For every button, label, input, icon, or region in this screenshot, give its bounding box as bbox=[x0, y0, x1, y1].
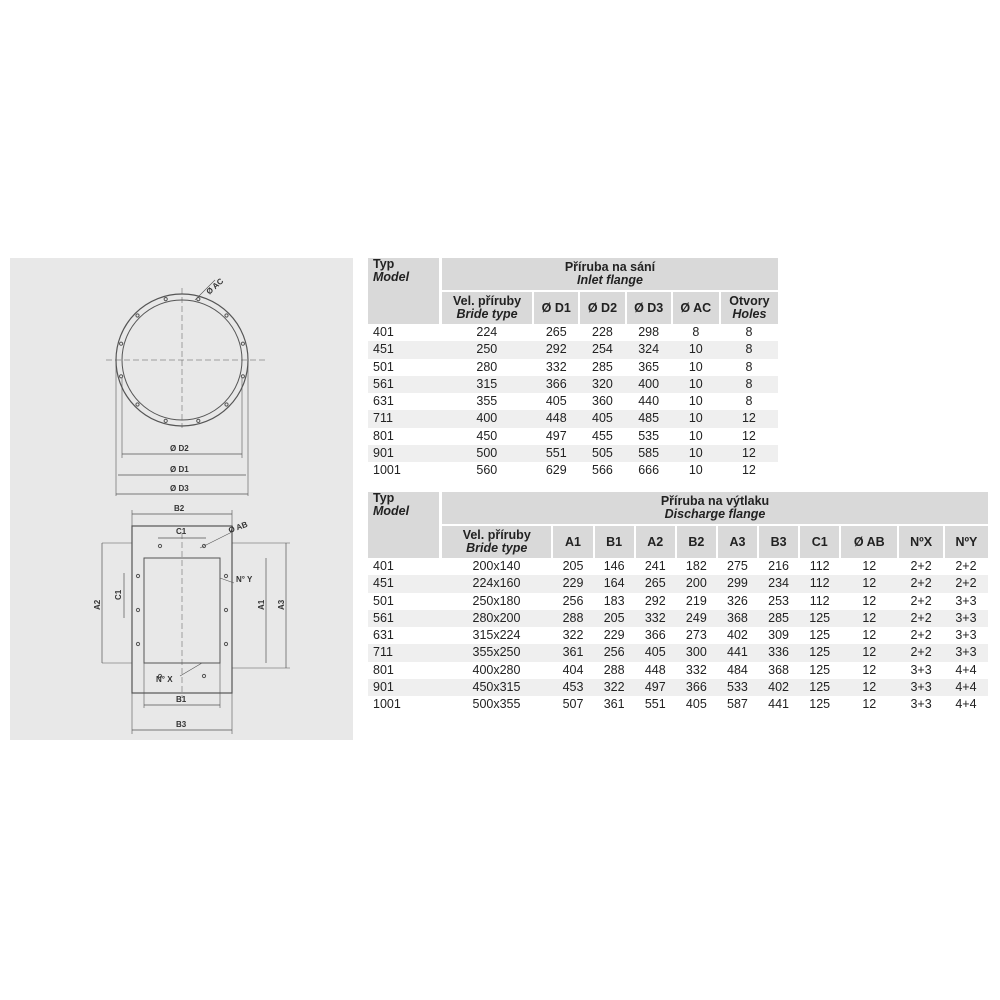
label-d3: Ø D3 bbox=[170, 484, 189, 493]
discharge-col-header: A1 bbox=[552, 525, 593, 558]
discharge-value-cell: 3+3 bbox=[944, 610, 988, 627]
inlet-value-cell: 10 bbox=[672, 359, 720, 376]
discharge-value-cell: 12 bbox=[840, 696, 898, 713]
bolt-hole bbox=[225, 314, 228, 317]
label-ny: N° Y bbox=[236, 575, 253, 584]
discharge-value-cell: 2+2 bbox=[898, 558, 944, 575]
bolt-hole bbox=[241, 375, 244, 378]
discharge-value-cell: 205 bbox=[594, 610, 635, 627]
inlet-table-row bbox=[368, 445, 778, 462]
label-b3: B3 bbox=[176, 720, 187, 729]
discharge-subheader-row bbox=[368, 525, 988, 558]
discharge-value-cell: 361 bbox=[594, 696, 635, 713]
inlet-bride-header bbox=[441, 291, 534, 324]
discharge-model-cell: 901 bbox=[368, 679, 441, 696]
label-a2: A2 bbox=[93, 599, 102, 610]
inlet-table-body bbox=[368, 324, 778, 480]
inlet-model-cell: 401 bbox=[368, 324, 441, 341]
discharge-value-cell: 285 bbox=[758, 610, 799, 627]
discharge-table-row bbox=[368, 575, 988, 592]
inlet-value-cell: 12 bbox=[720, 428, 778, 445]
discharge-value-cell: 288 bbox=[552, 610, 593, 627]
bolt-hole bbox=[136, 574, 139, 577]
discharge-model-cell: 711 bbox=[368, 644, 441, 661]
inlet-value-cell: 400 bbox=[626, 376, 672, 393]
discharge-value-cell: 315x224 bbox=[441, 627, 553, 644]
inlet-model-header bbox=[368, 258, 441, 324]
label-d2: Ø D2 bbox=[170, 444, 189, 453]
inlet-col-header: Ø AC bbox=[672, 291, 720, 324]
label-c1-left: C1 bbox=[114, 589, 123, 600]
discharge-model-cell: 631 bbox=[368, 627, 441, 644]
discharge-value-cell: 12 bbox=[840, 610, 898, 627]
inlet-value-cell: 8 bbox=[720, 324, 778, 341]
flange-drawing-panel bbox=[10, 258, 353, 740]
inlet-model-cell: 801 bbox=[368, 428, 441, 445]
discharge-value-cell: 2+2 bbox=[944, 575, 988, 592]
inlet-value-cell: 366 bbox=[533, 376, 579, 393]
discharge-value-cell: 112 bbox=[799, 558, 840, 575]
inlet-holes-header bbox=[720, 291, 778, 324]
inlet-value-cell: 405 bbox=[579, 410, 625, 427]
bolt-hole bbox=[136, 642, 139, 645]
discharge-value-cell: 507 bbox=[552, 696, 593, 713]
inlet-header-row bbox=[368, 258, 778, 291]
discharge-value-cell: 125 bbox=[799, 627, 840, 644]
label-d1: Ø D1 bbox=[170, 465, 189, 474]
inlet-value-cell: 500 bbox=[441, 445, 534, 462]
discharge-header-row bbox=[368, 492, 988, 525]
discharge-value-cell: 183 bbox=[594, 593, 635, 610]
discharge-value-cell: 112 bbox=[799, 593, 840, 610]
label-b2: B2 bbox=[174, 504, 185, 513]
discharge-value-cell: 322 bbox=[552, 627, 593, 644]
discharge-value-cell: 229 bbox=[552, 575, 593, 592]
inlet-value-cell: 10 bbox=[672, 462, 720, 479]
discharge-col-header: NºX bbox=[898, 525, 944, 558]
discharge-value-cell: 182 bbox=[676, 558, 717, 575]
discharge-value-cell: 587 bbox=[717, 696, 758, 713]
discharge-table-row bbox=[368, 558, 988, 575]
discharge-value-cell: 368 bbox=[717, 610, 758, 627]
inlet-value-cell: 360 bbox=[579, 393, 625, 410]
discharge-value-cell: 200x140 bbox=[441, 558, 553, 575]
discharge-model-cell: 401 bbox=[368, 558, 441, 575]
discharge-value-cell: 2+2 bbox=[898, 610, 944, 627]
discharge-value-cell: 402 bbox=[717, 627, 758, 644]
discharge-value-cell: 361 bbox=[552, 644, 593, 661]
inlet-value-cell: 10 bbox=[672, 445, 720, 462]
inlet-value-cell: 265 bbox=[533, 324, 579, 341]
discharge-value-cell: 336 bbox=[758, 644, 799, 661]
inlet-model-cell: 901 bbox=[368, 445, 441, 462]
discharge-value-cell: 326 bbox=[717, 593, 758, 610]
inlet-table-row bbox=[368, 393, 778, 410]
inlet-model-cell: 561 bbox=[368, 376, 441, 393]
inlet-value-cell: 505 bbox=[579, 445, 625, 462]
discharge-value-cell: 12 bbox=[840, 593, 898, 610]
discharge-value-cell: 3+3 bbox=[944, 644, 988, 661]
discharge-value-cell: 500x355 bbox=[441, 696, 553, 713]
discharge-value-cell: 280x200 bbox=[441, 610, 553, 627]
inlet-group-header-cz: Příruba na sání bbox=[564, 260, 656, 274]
discharge-value-cell: 4+4 bbox=[944, 662, 988, 679]
discharge-value-cell: 3+3 bbox=[898, 662, 944, 679]
inlet-value-cell: 292 bbox=[533, 341, 579, 358]
inlet-value-cell: 455 bbox=[579, 428, 625, 445]
discharge-value-cell: 125 bbox=[799, 662, 840, 679]
discharge-value-cell: 219 bbox=[676, 593, 717, 610]
discharge-value-cell: 2+2 bbox=[898, 593, 944, 610]
discharge-value-cell: 164 bbox=[594, 575, 635, 592]
discharge-value-cell: 256 bbox=[594, 644, 635, 661]
bolt-hole bbox=[224, 608, 227, 611]
label-c1-top: C1 bbox=[176, 527, 187, 536]
inlet-table-row bbox=[368, 359, 778, 376]
discharge-col-header: C1 bbox=[799, 525, 840, 558]
inlet-value-cell: 365 bbox=[626, 359, 672, 376]
inlet-value-cell: 535 bbox=[626, 428, 672, 445]
discharge-value-cell: 551 bbox=[635, 696, 676, 713]
inlet-value-cell: 10 bbox=[672, 393, 720, 410]
discharge-value-cell: 448 bbox=[635, 662, 676, 679]
discharge-model-cell: 1001 bbox=[368, 696, 441, 713]
inlet-value-cell: 440 bbox=[626, 393, 672, 410]
discharge-value-cell: 12 bbox=[840, 558, 898, 575]
label-b1: B1 bbox=[176, 695, 187, 704]
inlet-value-cell: 250 bbox=[441, 341, 534, 358]
inlet-col-header: Ø D1 bbox=[533, 291, 579, 324]
discharge-value-cell: 484 bbox=[717, 662, 758, 679]
discharge-flange-drawing bbox=[102, 510, 290, 734]
discharge-model-cell: 451 bbox=[368, 575, 441, 592]
label-nx: N° X bbox=[156, 675, 173, 684]
discharge-value-cell: 497 bbox=[635, 679, 676, 696]
inlet-value-cell: 8 bbox=[720, 393, 778, 410]
discharge-table-row bbox=[368, 679, 988, 696]
inlet-holes-header-cz: Otvory bbox=[729, 294, 770, 308]
discharge-value-cell: 224x160 bbox=[441, 575, 553, 592]
inlet-table-row bbox=[368, 428, 778, 445]
inlet-value-cell: 315 bbox=[441, 376, 534, 393]
inlet-value-cell: 629 bbox=[533, 462, 579, 479]
inlet-model-cell: 1001 bbox=[368, 462, 441, 479]
discharge-value-cell: 368 bbox=[758, 662, 799, 679]
inlet-value-cell: 585 bbox=[626, 445, 672, 462]
inlet-value-cell: 400 bbox=[441, 410, 534, 427]
bolt-hole bbox=[197, 419, 200, 422]
discharge-value-cell: 355x250 bbox=[441, 644, 553, 661]
inlet-value-cell: 8 bbox=[720, 376, 778, 393]
discharge-table-row bbox=[368, 644, 988, 661]
discharge-value-cell: 146 bbox=[594, 558, 635, 575]
discharge-value-cell: 2+2 bbox=[944, 558, 988, 575]
nx-leader bbox=[180, 663, 202, 676]
inlet-group-header-en: Inlet flange bbox=[577, 273, 643, 287]
discharge-value-cell: 2+2 bbox=[898, 644, 944, 661]
bolt-hole bbox=[158, 544, 161, 547]
discharge-value-cell: 3+3 bbox=[944, 593, 988, 610]
discharge-value-cell: 288 bbox=[594, 662, 635, 679]
discharge-value-cell: 366 bbox=[676, 679, 717, 696]
inlet-value-cell: 12 bbox=[720, 410, 778, 427]
discharge-value-cell: 332 bbox=[676, 662, 717, 679]
discharge-value-cell: 200 bbox=[676, 575, 717, 592]
bolt-hole bbox=[164, 298, 167, 301]
bolt-hole bbox=[164, 419, 167, 422]
discharge-table-row bbox=[368, 662, 988, 679]
discharge-value-cell: 229 bbox=[594, 627, 635, 644]
discharge-value-cell: 250x180 bbox=[441, 593, 553, 610]
discharge-value-cell: 3+3 bbox=[898, 696, 944, 713]
discharge-value-cell: 4+4 bbox=[944, 696, 988, 713]
bolt-hole bbox=[224, 574, 227, 577]
inlet-value-cell: 12 bbox=[720, 462, 778, 479]
inlet-value-cell: 228 bbox=[579, 324, 625, 341]
discharge-value-cell: 300 bbox=[676, 644, 717, 661]
discharge-col-header: Ø AB bbox=[840, 525, 898, 558]
label-a3: A3 bbox=[277, 599, 286, 610]
inlet-value-cell: 405 bbox=[533, 393, 579, 410]
discharge-col-header: B3 bbox=[758, 525, 799, 558]
discharge-group-header-en: Discharge flange bbox=[664, 507, 766, 521]
inlet-table-row bbox=[368, 462, 778, 479]
discharge-value-cell: 265 bbox=[635, 575, 676, 592]
discharge-model-header bbox=[368, 492, 441, 558]
discharge-value-cell: 12 bbox=[840, 644, 898, 661]
bolt-hole bbox=[136, 403, 139, 406]
discharge-bride-header bbox=[441, 525, 553, 558]
discharge-bride-header-en: Bride type bbox=[466, 541, 528, 555]
bolt-hole bbox=[136, 314, 139, 317]
discharge-table-row bbox=[368, 696, 988, 713]
inlet-value-cell: 666 bbox=[626, 462, 672, 479]
inlet-table-row bbox=[368, 376, 778, 393]
discharge-value-cell: 404 bbox=[552, 662, 593, 679]
discharge-value-cell: 125 bbox=[799, 610, 840, 627]
discharge-value-cell: 402 bbox=[758, 679, 799, 696]
inlet-value-cell: 8 bbox=[720, 359, 778, 376]
discharge-table-body bbox=[368, 558, 988, 714]
inlet-value-cell: 448 bbox=[533, 410, 579, 427]
discharge-model-header-en: Model bbox=[373, 504, 410, 518]
discharge-table-row bbox=[368, 610, 988, 627]
discharge-value-cell: 322 bbox=[594, 679, 635, 696]
inlet-value-cell: 10 bbox=[672, 341, 720, 358]
label-ac: Ø AC bbox=[204, 276, 226, 297]
discharge-group-header-cz: Příruba na výtlaku bbox=[660, 494, 770, 508]
ab-leader bbox=[200, 533, 230, 548]
discharge-col-header: NºY bbox=[944, 525, 988, 558]
inlet-value-cell: 566 bbox=[579, 462, 625, 479]
discharge-model-cell: 801 bbox=[368, 662, 441, 679]
discharge-table-row bbox=[368, 627, 988, 644]
discharge-value-cell: 256 bbox=[552, 593, 593, 610]
discharge-value-cell: 3+3 bbox=[898, 679, 944, 696]
discharge-value-cell: 405 bbox=[635, 644, 676, 661]
label-ab: Ø AB bbox=[227, 519, 249, 536]
discharge-value-cell: 12 bbox=[840, 627, 898, 644]
inlet-value-cell: 551 bbox=[533, 445, 579, 462]
inlet-bride-header-en: Bride type bbox=[456, 307, 518, 321]
inlet-holes-header-en: Holes bbox=[732, 307, 767, 321]
discharge-value-cell: 309 bbox=[758, 627, 799, 644]
discharge-col-header: B1 bbox=[594, 525, 635, 558]
discharge-col-header: B2 bbox=[676, 525, 717, 558]
discharge-value-cell: 366 bbox=[635, 627, 676, 644]
discharge-value-cell: 2+2 bbox=[898, 575, 944, 592]
inlet-model-cell: 451 bbox=[368, 341, 441, 358]
inlet-value-cell: 10 bbox=[672, 410, 720, 427]
discharge-value-cell: 234 bbox=[758, 575, 799, 592]
discharge-value-cell: 299 bbox=[717, 575, 758, 592]
inlet-model-cell: 711 bbox=[368, 410, 441, 427]
discharge-value-cell: 125 bbox=[799, 679, 840, 696]
bolt-hole bbox=[136, 608, 139, 611]
discharge-value-cell: 12 bbox=[840, 662, 898, 679]
inlet-value-cell: 332 bbox=[533, 359, 579, 376]
discharge-value-cell: 275 bbox=[717, 558, 758, 575]
discharge-model-cell: 501 bbox=[368, 593, 441, 610]
discharge-model-cell: 561 bbox=[368, 610, 441, 627]
inlet-value-cell: 280 bbox=[441, 359, 534, 376]
label-a1: A1 bbox=[257, 599, 266, 610]
discharge-model-header-cz: Typ bbox=[373, 491, 395, 505]
discharge-value-cell: 405 bbox=[676, 696, 717, 713]
bolt-hole bbox=[120, 342, 123, 345]
inlet-value-cell: 355 bbox=[441, 393, 534, 410]
inlet-table-row bbox=[368, 341, 778, 358]
inlet-value-cell: 497 bbox=[533, 428, 579, 445]
inlet-flange-drawing bbox=[106, 280, 265, 496]
discharge-value-cell: 112 bbox=[799, 575, 840, 592]
inlet-value-cell: 10 bbox=[672, 376, 720, 393]
inlet-group-header bbox=[441, 258, 779, 291]
discharge-value-cell: 4+4 bbox=[944, 679, 988, 696]
inlet-bride-header-cz: Vel. příruby bbox=[453, 294, 522, 308]
flange-drawing bbox=[10, 258, 353, 740]
discharge-value-cell: 125 bbox=[799, 696, 840, 713]
bolt-hole bbox=[241, 342, 244, 345]
bolt-hole bbox=[120, 375, 123, 378]
discharge-value-cell: 450x315 bbox=[441, 679, 553, 696]
inlet-model-header-cz: Typ bbox=[373, 257, 395, 271]
inlet-value-cell: 320 bbox=[579, 376, 625, 393]
inlet-value-cell: 324 bbox=[626, 341, 672, 358]
discharge-value-cell: 533 bbox=[717, 679, 758, 696]
discharge-table-row bbox=[368, 593, 988, 610]
discharge-value-cell: 12 bbox=[840, 575, 898, 592]
inlet-table-row bbox=[368, 324, 778, 341]
discharge-value-cell: 125 bbox=[799, 644, 840, 661]
discharge-value-cell: 3+3 bbox=[944, 627, 988, 644]
discharge-value-cell: 453 bbox=[552, 679, 593, 696]
inlet-model-header-en: Model bbox=[373, 270, 410, 284]
discharge-value-cell: 12 bbox=[840, 679, 898, 696]
discharge-value-cell: 249 bbox=[676, 610, 717, 627]
discharge-value-cell: 2+2 bbox=[898, 627, 944, 644]
inlet-value-cell: 560 bbox=[441, 462, 534, 479]
inlet-value-cell: 8 bbox=[720, 341, 778, 358]
discharge-value-cell: 332 bbox=[635, 610, 676, 627]
inlet-value-cell: 485 bbox=[626, 410, 672, 427]
discharge-value-cell: 292 bbox=[635, 593, 676, 610]
inlet-model-cell: 631 bbox=[368, 393, 441, 410]
inlet-value-cell: 254 bbox=[579, 341, 625, 358]
inlet-col-header: Ø D2 bbox=[579, 291, 625, 324]
inlet-flange-table bbox=[368, 258, 778, 480]
discharge-value-cell: 441 bbox=[717, 644, 758, 661]
bolt-hole bbox=[225, 403, 228, 406]
discharge-value-cell: 441 bbox=[758, 696, 799, 713]
discharge-group-header bbox=[441, 492, 989, 525]
discharge-value-cell: 400x280 bbox=[441, 662, 553, 679]
inlet-value-cell: 10 bbox=[672, 428, 720, 445]
inlet-model-cell: 501 bbox=[368, 359, 441, 376]
inlet-table-row bbox=[368, 410, 778, 427]
inlet-value-cell: 285 bbox=[579, 359, 625, 376]
inlet-value-cell: 298 bbox=[626, 324, 672, 341]
inlet-value-cell: 450 bbox=[441, 428, 534, 445]
inlet-value-cell: 12 bbox=[720, 445, 778, 462]
discharge-value-cell: 216 bbox=[758, 558, 799, 575]
discharge-value-cell: 205 bbox=[552, 558, 593, 575]
discharge-col-header: A2 bbox=[635, 525, 676, 558]
discharge-bride-header-cz: Vel. příruby bbox=[462, 528, 531, 542]
discharge-value-cell: 273 bbox=[676, 627, 717, 644]
bolt-hole bbox=[202, 674, 205, 677]
discharge-value-cell: 253 bbox=[758, 593, 799, 610]
bolt-hole bbox=[224, 642, 227, 645]
inlet-value-cell: 224 bbox=[441, 324, 534, 341]
discharge-flange-table bbox=[368, 492, 988, 714]
discharge-value-cell: 241 bbox=[635, 558, 676, 575]
discharge-col-header: A3 bbox=[717, 525, 758, 558]
inlet-col-header: Ø D3 bbox=[626, 291, 672, 324]
inlet-value-cell: 8 bbox=[672, 324, 720, 341]
